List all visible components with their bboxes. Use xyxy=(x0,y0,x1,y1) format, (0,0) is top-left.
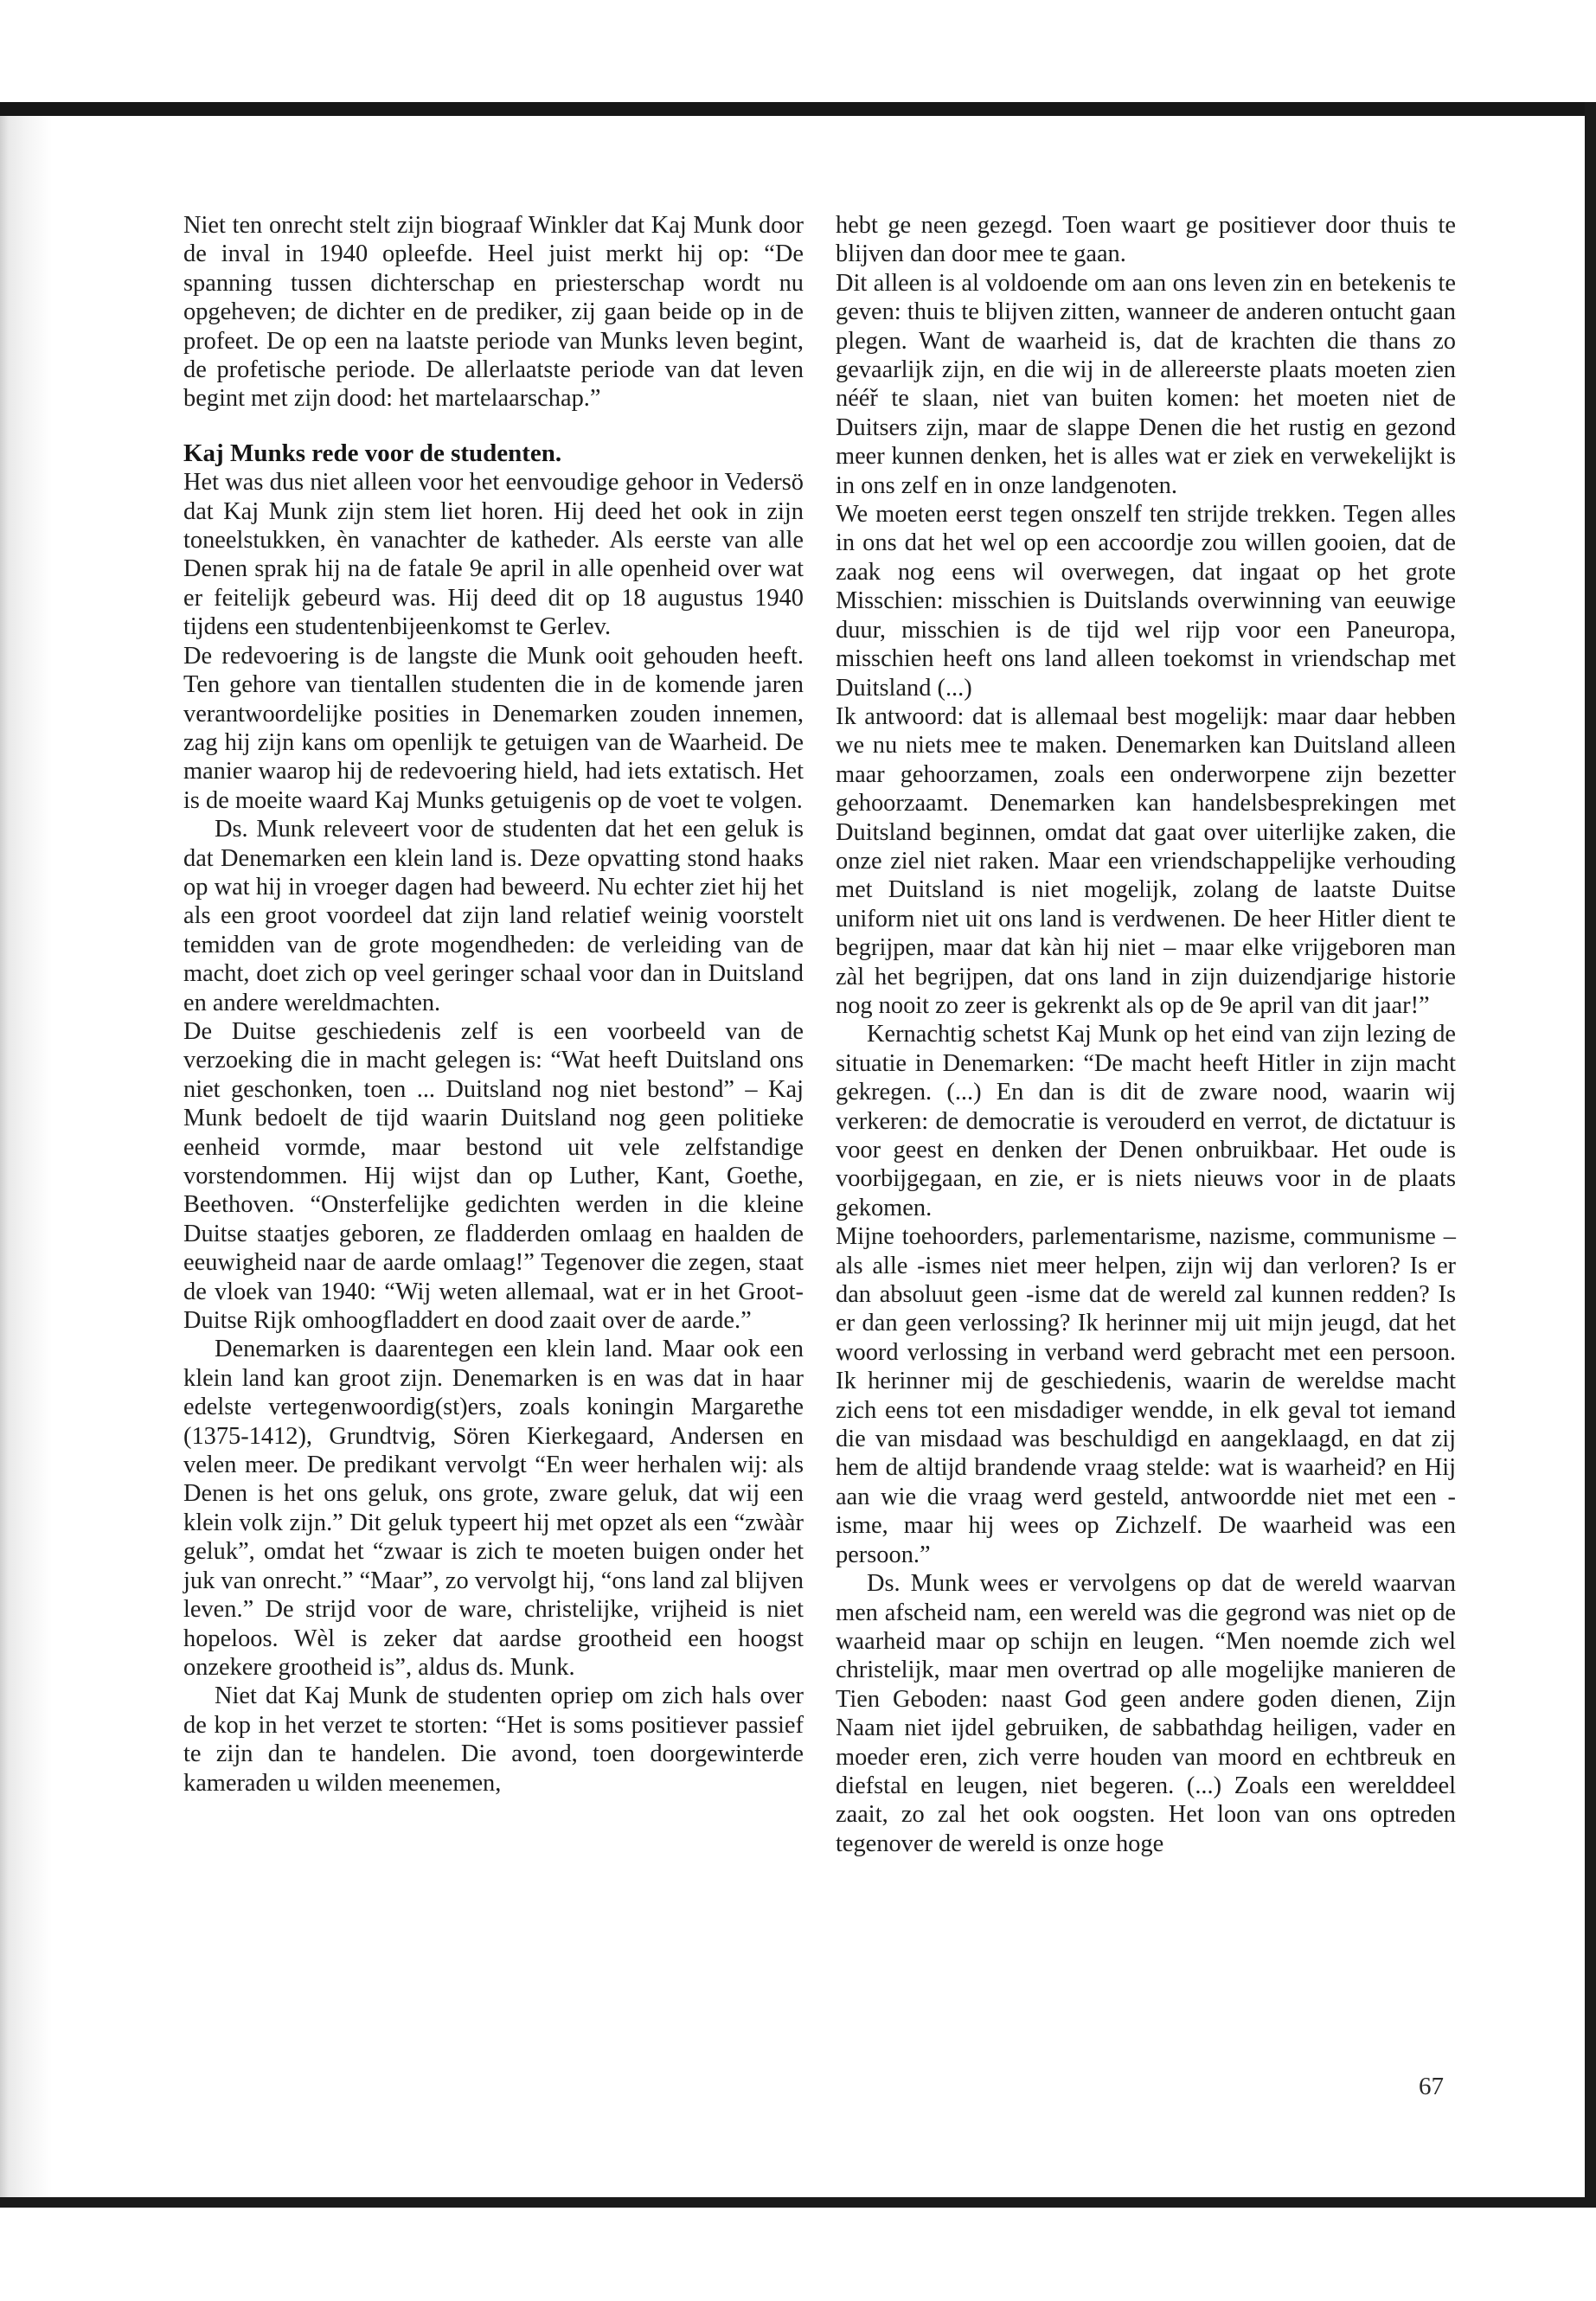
paragraph: Dit alleen is al voldoende om aan ons leven zin en betekenis te geven: thuis te blijven zitten, wanneer de anderen ontucht gaan plegen. Want de waarheid is, dat de krachten die thans zo gevaarlijk zijn, en die wij in de allereerste plaats moeten zien nééř te slaan, niet van buiten komen: het moeten niet de Duitsers zijn, maar de slappe Denen die het rustig en gezond meer kunnen denken, het is alles wat er ziek en verwekelijkt is in ons zelf en in onze landgenoten. xyxy=(836,269,1456,499)
paragraph: Niet ten onrecht stelt zijn biograaf Winkler dat Kaj Munk door de inval in 1940 opleefde. Heel juist merkt hij op: “De spanning tussen dichterschap en priesterschap wordt nu opgeheven; de dichter en de prediker, zij gaan beide op in de profeet. De op een na laatste periode van Munks leven begint, de profetische periode. De allerlaatste periode van dat leven begint met zijn dood: het martelaarschap.” xyxy=(183,212,804,413)
paragraph: Ik antwoord: dat is allemaal best mogelijk: maar daar hebben we nu niets mee te maken. Denemarken kan Duitsland alleen maar gehoorzamen, zoals een onderworpene zijn bezetter gehoorzaamt. Denemarken kan handelsbesprekingen met Duitsland beginnen, omdat dat gaat over uiterlijke zaken, die onze ziel niet raken. Maar een vriendschappelijke verhouding met Duitsland is niet mogelijk, zolang de laatste Duitse uniform niet uit ons land is verdwenen. De heer Hitler dient te begrijpen, maar dat kàn hij niet – maar elke vrijgeboren man zàl het begrijpen, dat ons land in zijn duizendjarige historie nog nooit zo zeer is gekrenkt als op de 9e april van dit jaar!” xyxy=(836,702,1456,1019)
page-gutter-shadow xyxy=(0,116,52,2197)
paragraph: Ds. Munk releveert voor de studenten dat het een geluk is dat Denemarken een klein land is. Deze opvatting stond haaks op wat hij in vroeger dagen had beweerd. Nu echter ziet hij het als een groot voordeel dat zijn land relatief weinig voorstelt temidden van de grote mogendheden: de verleiding van de macht, doet zich op veel geringer schaal voor dan in Duitsland en andere wereldmachten. xyxy=(183,816,804,1016)
paragraph: Ds. Munk wees er vervolgens op dat de wereld waarvan men afscheid nam, een wereld was die gegrond was niet op de waarheid maar op schijn en leugen. “Men noemde zich wel christelijk, maar men overtrad op alle mogelijke manieren de Tien Geboden: naast God geen andere goden dienen, Zijn Naam niet ijdel gebruiken, de sabbathdag heiligen, vader en moeder eren, zich verre houden van moord en echtbreuk en diefstal en leugen, niet begeren. (...) Zoals een werelddeel zaait, zo zal het ook oogsten. Het loon van ons optreden tegenover de wereld is onze hoge xyxy=(836,1570,1456,1857)
paragraph: Het was dus niet alleen voor het eenvoudige gehoor in Vedersö dat Kaj Munk zijn stem liet horen. Hij deed het ook in zijn toneelstukken, èn vanachter de katheder. Als eerste van alle Denen sprak hij na de fatale 9e april in alle openheid over wat er feitelijk gebeurd was. Hij deed dit op 18 augustus 1940 tijdens een studentenbijeenkomst te Gerlev. xyxy=(183,469,804,641)
paragraph: De Duitse geschiedenis zelf is een voorbeeld van de verzoeking die in macht gelegen is: “Wat heeft Duitsland ons niet geschonken, toen ... Duitsland nog niet bestond” – Kaj Munk bedoelt de tijd waarin Duitsland nog geen politieke eenheid vormde, maar bestond uit vele zelfstandige vorstendommen. Hij wijst dan op Luther, Kant, Goethe, Beethoven. “Onsterfelijke gedichten werden in die kleine Duitse staatjes geboren, ze fladderden omlaag en haalden de eeuwigheid naar de aarde omlaag!” Tegenover die zegen, staat de vloek van 1940: “Wij weten allemaal, wat er in het Groot-Duitse Rijk omhoogfladdert en dood zaait over de aarde.” xyxy=(183,1017,804,1335)
paragraph: hebt ge neen gezegd. Toen waart ge positiever door thuis te blijven dan door mee te gaan. xyxy=(836,212,1456,268)
paragraph: We moeten eerst tegen onszelf ten strijde trekken. Tegen alles in ons dat het wel op een accoordje zou willen gooien, dat de zaak nog eens wil overwegen, dat ingaat op het grote Misschien: misschien is Duitslands overwinning van eeuwige duur, misschien is de tijd wel rijp voor een Paneuropa, misschien heeft ons land alleen toekomst in vriendschap met Duitsland (...) xyxy=(836,501,1456,702)
scan-right-border xyxy=(1585,102,1596,2208)
left-text-column xyxy=(183,211,804,1798)
paragraph: Denemarken is daarentegen een klein land. Maar ook een klein land kan groot zijn. Denemarken is en was dat in haar edelste vertegenwoordig(st)ers, zoals koningin Margarethe (1375-1412), Grundtvig, Sören Kierkegaard, Andersen en velen meer. De predikant vervolgt “En weer herhalen wij: als Denen is het ons geluk, ons grote, zware geluk, dat wij een klein volk zijn.” Dit geluk typeert hij met opzet als een “zwààr geluk”, omdat het “zwaar is zich te moeten buigen onder het juk van onrecht.” “Maar”, zo vervolgt hij, “ons land zal blijven leven.” De strijd voor de ware, christelijke, vrijheid is niet hopeloos. Wèl is zeker dat aardse grootheid een hoogst onzekere grootheid is”, aldus ds. Munk. xyxy=(183,1336,804,1681)
right-text-column xyxy=(836,211,1456,1858)
paragraph: Kernachtig schetst Kaj Munk op het eind van zijn lezing de situatie in Denemarken: “De macht heeft Hitler in zijn macht gekregen. (...) En dan is dit de zware nood, waarin wij verkeren: de democratie is verouderd en verrot, de dictatuur is voor geest en denken der Denen onbruikbaar. Het oude is voorbijgegaan, en zie, er is niets nieuws voor in de plaats gekomen. xyxy=(836,1021,1456,1221)
page-number: 67 xyxy=(1419,2073,1444,2100)
scan-top-border xyxy=(0,102,1596,116)
section-heading: Kaj Munks rede voor de studenten. xyxy=(183,439,562,467)
paragraph: De redevoering is de langste die Munk ooit gehouden heeft. Ten gehore van tientallen studenten die in de komende jaren verantwoordelijke posities in Denemarken zouden innemen, zag hij zijn kans om openlijk te getuigen van de Waarheid. De manier waarop hij de redevoering hield, had iets extatisch. Het is de moeite waard Kaj Munks getuigenis op de voet te volgen. xyxy=(183,642,804,814)
scan-bottom-border xyxy=(0,2197,1596,2208)
book-page xyxy=(52,116,1585,2197)
paragraph: Mijne toehoorders, parlementarisme, nazisme, communisme – als alle -ismes niet meer helpen, zijn wij dan verloren? Is er dan absoluut geen -isme dat de wereld zal kunnen redden? Is er dan geen verlossing? Ik herinner mij uit mijn jeugd, dat het woord verlossing in verband werd gebracht met een persoon. Ik herinner mij de geschiedenis, waarin de wereldse macht zich eens tot een misdadiger wendde, in elk geval tot iemand die van misdaad was beschuldigd en aangeklaagd, en dat zij hem de altijd brandende vraag stelde: wat is waarheid? en Hij aan wie die vraag werd gesteld, antwoordde niet met een -isme, maar hij wees op Zichzelf. De waarheid was een persoon.” xyxy=(836,1223,1456,1568)
paragraph: Niet dat Kaj Munk de studenten opriep om zich hals over de kop in het verzet te storten: “Het is soms positiever passief te zijn dan te handelen. Die avond, toen doorgewinterde kameraden u wilden meenemen, xyxy=(183,1682,804,1797)
